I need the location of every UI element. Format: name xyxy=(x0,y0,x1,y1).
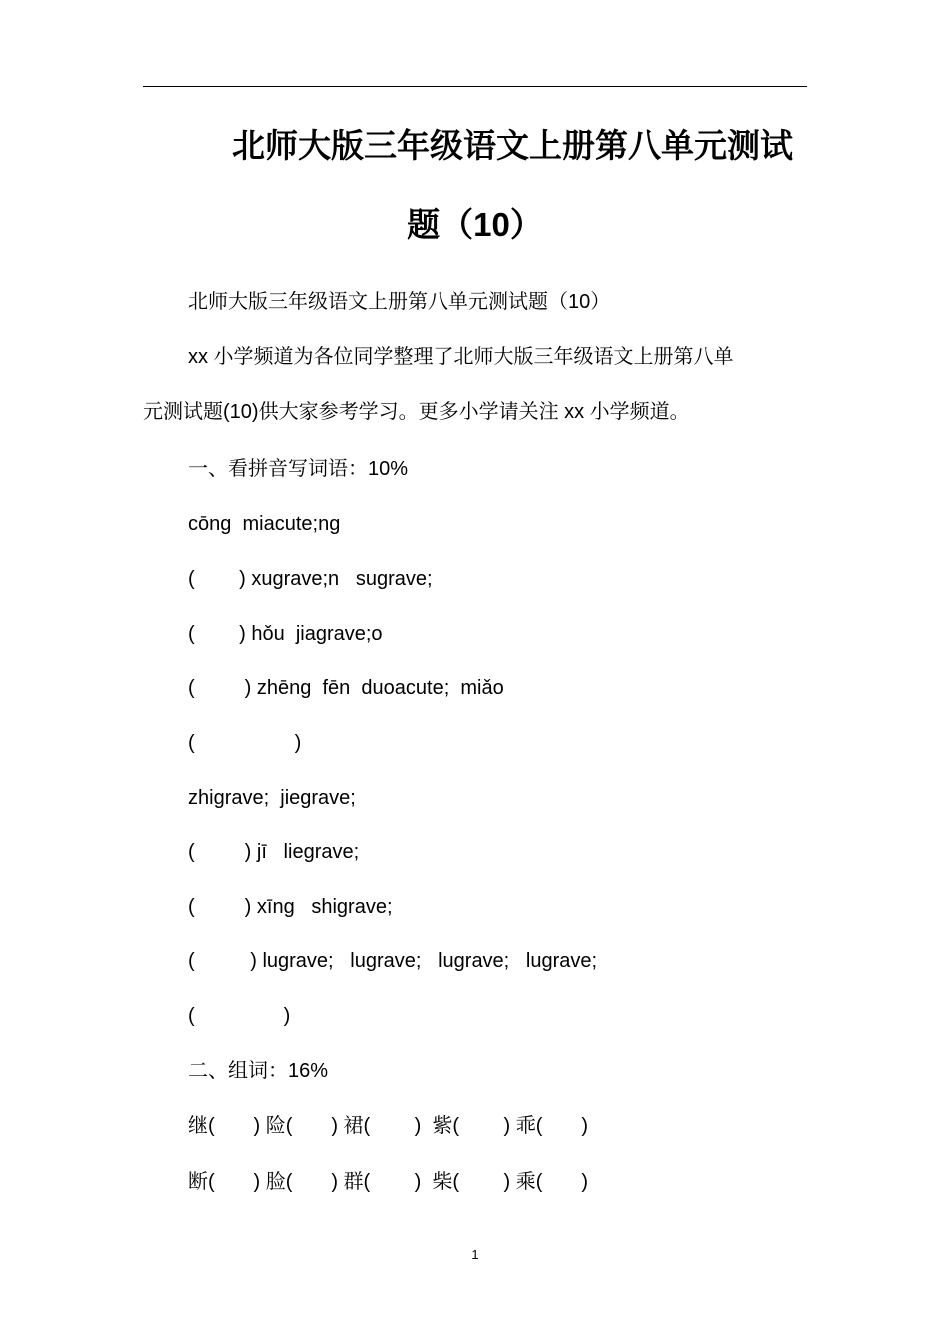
word-group-row-1: 继( ) 险( ) 裙( ) 紫( ) 乖( ) xyxy=(188,1115,588,1137)
pinyin-line: ( ) xugrave;n sugrave; xyxy=(188,568,433,590)
header-rule xyxy=(143,86,807,87)
section-1-heading: 一、看拼音写词语：10% xyxy=(188,458,409,480)
pinyin-line: ( ) lugrave; lugrave; lugrave; lugrave; xyxy=(188,950,598,972)
intro-line-1: xx 小学频道为各位同学整理了北师大版三年级语文上册第八单 xyxy=(188,346,734,368)
document-title-line-1: 北师大版三年级语文上册第八单元测试 xyxy=(232,127,793,164)
intro-line-2: 元测试题(10)供大家参考学习。更多小学请关注 xx 小学频道。 xyxy=(143,401,690,423)
pinyin-line: cōng miacute;ng xyxy=(188,513,341,535)
pinyin-line: ( ) xyxy=(188,732,302,754)
pinyin-line: ( ) hǒu jiagrave;o xyxy=(188,623,383,645)
word-group-row-2: 断( ) 脸( ) 群( ) 柴( ) 乘( ) xyxy=(188,1171,588,1193)
pinyin-line: zhigrave; jiegrave; xyxy=(188,787,356,809)
document-title-line-2: 题（10） xyxy=(407,206,543,243)
section-2-heading: 二、组词：16% xyxy=(188,1060,329,1082)
pinyin-line: ( ) zhēng fēn duoacute; miǎo xyxy=(188,677,504,699)
subtitle: 北师大版三年级语文上册第八单元测试题（10） xyxy=(188,291,611,313)
page-number: 1 xyxy=(471,1247,479,1262)
pinyin-line: ( ) xyxy=(188,1005,291,1027)
pinyin-line: ( ) xīng shigrave; xyxy=(188,896,393,918)
pinyin-line: ( ) jī liegrave; xyxy=(188,841,360,863)
